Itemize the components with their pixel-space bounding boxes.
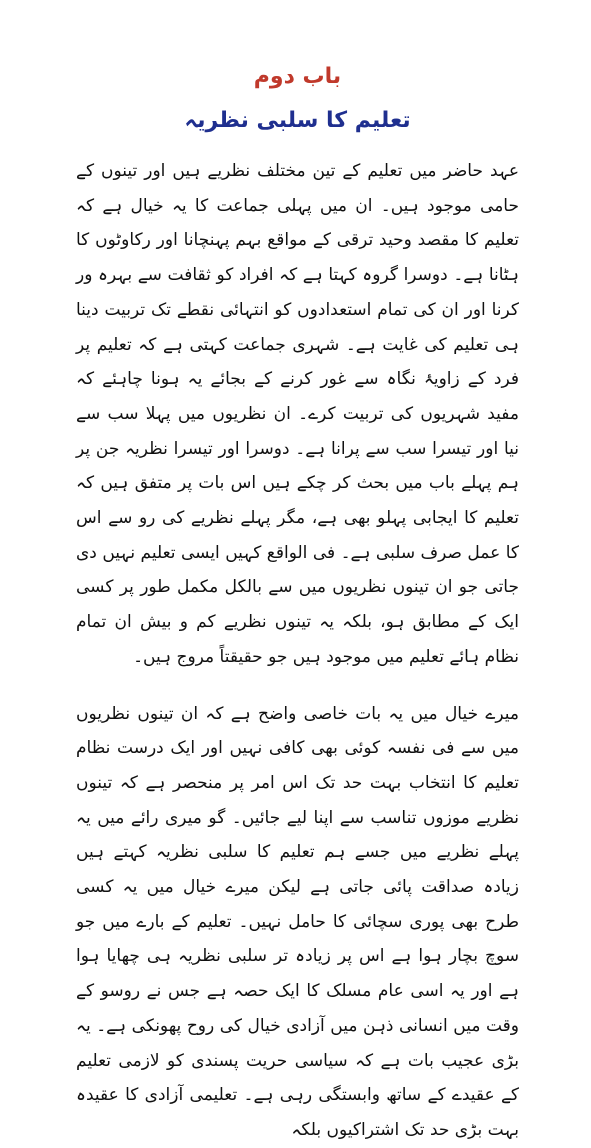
paragraph: عہد حاضر میں تعلیم کے تین مختلف نظریے ہیں اور تینوں کے حامی موجود ہیں۔ ان میں پہلی جماعت کا یہ خیال ہے کہ تعلیم کا مقصد وحید ترقی کے مواقع بہم پہنچانا اور رکاوٹوں کا ہٹانا ہے۔ دوسرا گروہ کہتا ہے کہ افراد کو ثقافت سے بہرہ ور کرنا اور ان کی تمام استعدادوں کو انتہائی نقطے تک تربیت دینا ہی تعلیم کی غایت ہے۔ شہری جماعت کہتی ہے کہ تعلیم پر فرد کے زاویۂ نگاہ سے غور کرنے کے بجائے یہ ہونا چاہئے کہ مفید شہریوں کی تربیت کرے۔ ان نظریوں میں پہلا سب سے نیا اور تیسرا سب سے پرانا ہے۔ دوسرا اور تیسرا نظریہ جن پر ہم پہلے باب میں بحث کر چکے ہیں اس بات پر متفق ہیں کہ تعلیم کا ایجابی پہلو بھی ہے، مگر پہلے نظریے کی رو سے اس کا عمل صرف سلبی ہے۔ فی الواقع کہیں ایسی تعلیم نہیں دی جاتی جو ان تینوں نظریوں میں سے بالکل مکمل طور پر کسی ایک کے مطابق ہو، بلکہ یہ تینوں نظریے کم و بیش ان تمام نظام ہائے تعلیم میں موجود ہیں جو حقیقتاً مروج ہیں۔ bbox=[76, 161, 519, 667]
paragraph: میرے خیال میں یہ بات خاصی واضح ہے کہ ان تینوں نظریوں میں سے فی نفسہ کوئی بھی کافی نہیں اور ایک درست نظام تعلیم کا انتخاب بہت حد تک اس امر پر منحصر ہے کہ تینوں نظریے موزوں تناسب سے اپنا لیے جائیں۔ گو میری رائے میں یہ پہلے نظریے میں جسے ہم تعلیم کا سلبی نظریہ کہتے ہیں زیادہ صداقت پائی جاتی ہے لیکن میرے خیال میں یہ کسی طرح بھی پوری سچائی کا حامل نہیں۔ تعلیم کے بارے میں جو سوچ بچار ہوا ہے اس پر زیادہ تر سلبی نظریہ ہی چھایا ہوا ہے اور یہ اسی عام مسلک کا ایک حصہ ہے جس نے روسو کے وقت میں انسانی ذہن میں آزادی خیال کی روح پھونکی ہے۔ یہ بڑی عجیب بات ہے کہ سیاسی حریت پسندی کو لازمی تعلیم کے عقیدے کے ساتھ وابستگی رہی ہے۔ تعلیمی آزادی کا عقیدہ بہت بڑی حد تک اشتراکیوں بلکہ bbox=[76, 703, 519, 1140]
body-text bbox=[76, 154, 519, 1148]
chapter-title: تعلیم کا سلبی نظریہ bbox=[184, 108, 411, 133]
chapter-heading: باب دوم bbox=[253, 64, 342, 89]
